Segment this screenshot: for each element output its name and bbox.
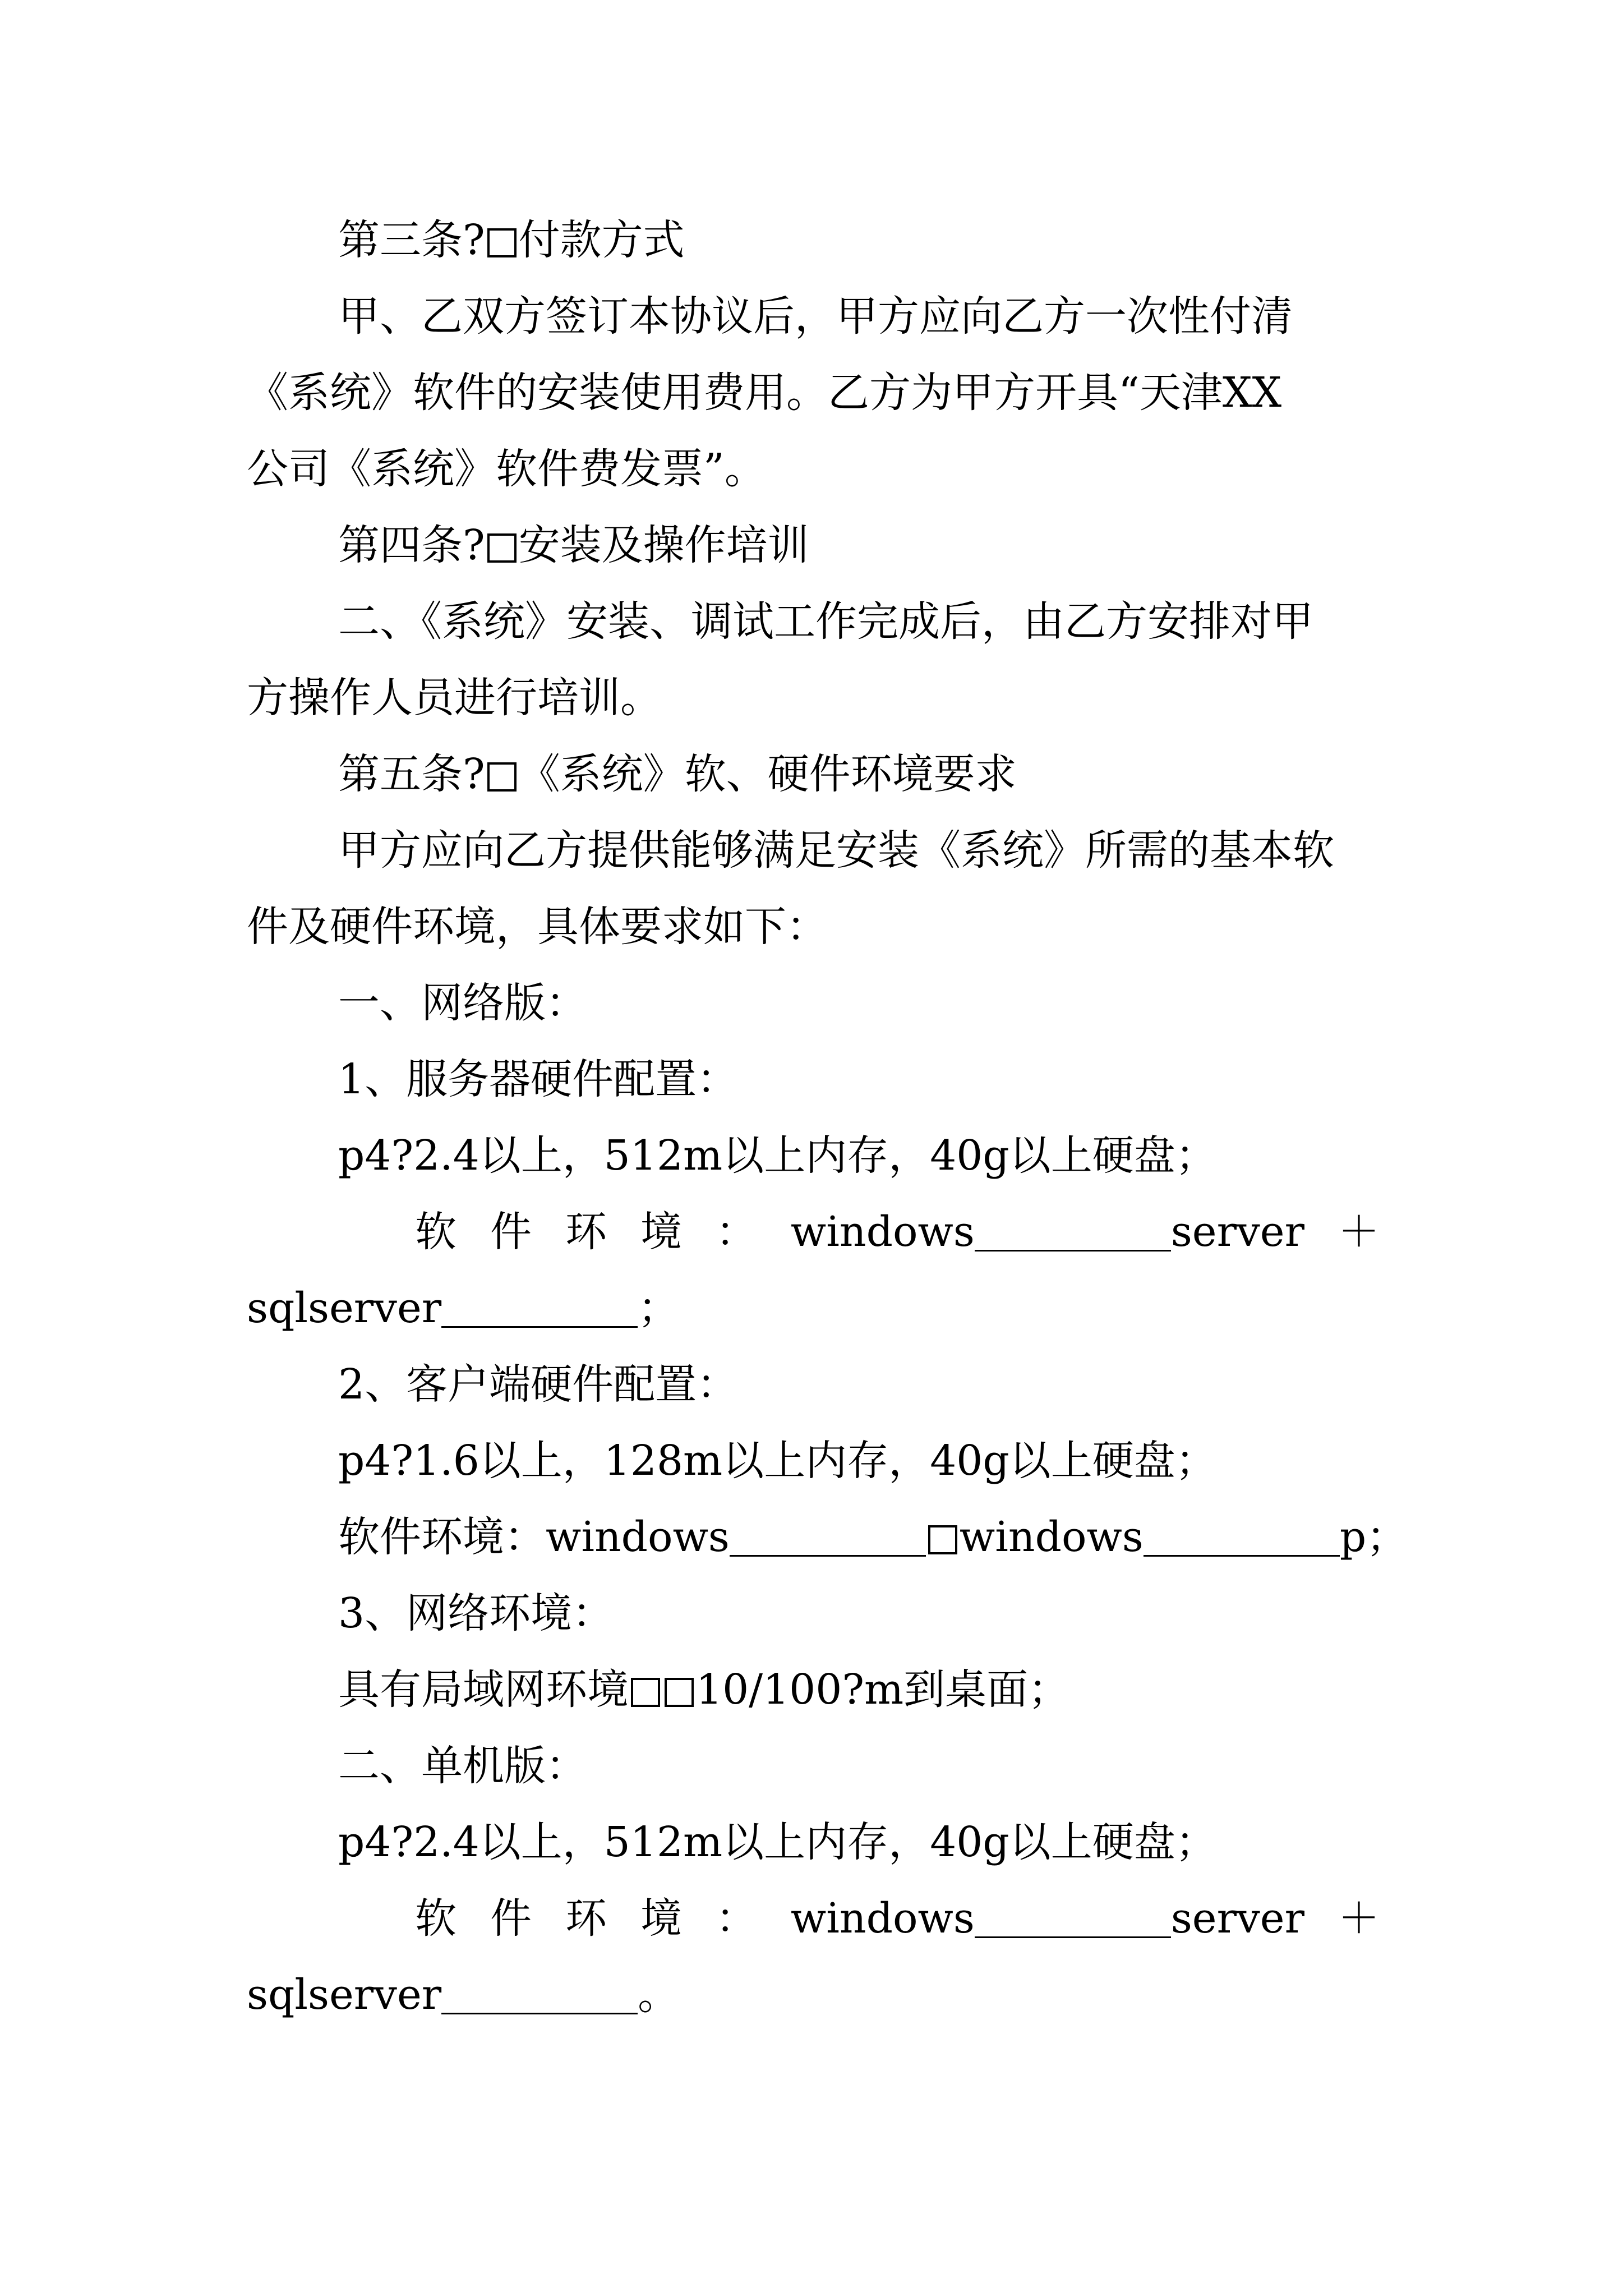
server-software-line bbox=[415, 1204, 1380, 1260]
single-hardware-spec: p4?2.4以上，512m以上内存，40g以上硬盘； bbox=[338, 1818, 1217, 1866]
label-char: ： bbox=[715, 1208, 757, 1256]
para-training-line2: 方操作人员进行培训。 bbox=[247, 674, 662, 722]
article-3-title bbox=[338, 212, 685, 268]
label-char: 境 bbox=[640, 1208, 682, 1256]
para-training-line1: 二、《系统》安装、调试工作完成后，由乙方安排对甲 bbox=[338, 597, 1313, 646]
network-version-heading: 一、网络版： bbox=[338, 979, 587, 1027]
para-payment-line1: 甲、乙双方签订本协议后，甲方应向乙方一次性付清 bbox=[338, 292, 1293, 341]
article-3-number: 第三条? bbox=[338, 216, 485, 264]
para-payment-line3: 公司《系统》软件费发票”。 bbox=[247, 445, 766, 493]
network-env-heading: 3、网络环境： bbox=[338, 1589, 614, 1637]
client-hardware-spec: p4?1.6以上，128m以上内存，40g以上硬盘； bbox=[338, 1437, 1217, 1485]
para-payment-line2: 《系统》软件的安装使用费用。乙方为甲方开具“天津XX bbox=[247, 369, 1282, 417]
label-char: 境 bbox=[640, 1894, 682, 1943]
sqlserver-line: sqlserver ； bbox=[247, 1284, 680, 1332]
article-4-heading: 安装及操作培训 bbox=[518, 521, 809, 569]
placeholder-box bbox=[487, 228, 517, 257]
blank-underline bbox=[975, 1216, 1171, 1251]
article-5-number: 第五条? bbox=[338, 750, 485, 798]
windows-server-text: windows server bbox=[790, 1894, 1304, 1943]
article-4-title bbox=[338, 517, 809, 573]
article-5-heading: 《系统》软、硬件环境要求 bbox=[518, 750, 1017, 798]
blank-underline bbox=[1144, 1521, 1340, 1557]
para-env-line2: 件及硬件环境，具体要求如下： bbox=[247, 903, 828, 951]
label-char: ： bbox=[715, 1894, 757, 1943]
client-software-line: 软件环境：windows windows p； bbox=[338, 1513, 1408, 1561]
label-char: 件 bbox=[490, 1208, 532, 1256]
label-char: 环 bbox=[565, 1208, 607, 1256]
placeholder-box bbox=[665, 1678, 694, 1707]
blank-underline bbox=[441, 1979, 638, 2014]
para-env-line1: 甲方应向乙方提供能够满足安装《系统》所需的基本软 bbox=[338, 826, 1334, 875]
label-char: 软 bbox=[415, 1208, 457, 1256]
label-char: 环 bbox=[565, 1894, 607, 1943]
placeholder-box bbox=[928, 1525, 957, 1554]
plus-sign: ＋ bbox=[1338, 1208, 1380, 1256]
plus-sign: ＋ bbox=[1338, 1894, 1380, 1943]
sqlserver-line-final: sqlserver 。 bbox=[247, 1971, 680, 2019]
blank-underline bbox=[975, 1903, 1171, 1938]
windows-server-text: windows server bbox=[790, 1208, 1304, 1256]
article-3-heading: 付款方式 bbox=[518, 216, 685, 264]
placeholder-box bbox=[631, 1678, 660, 1707]
single-software-line bbox=[415, 1890, 1380, 1947]
blank-underline bbox=[730, 1521, 926, 1557]
blank-underline bbox=[441, 1292, 638, 1328]
single-version-heading: 二、单机版： bbox=[338, 1742, 587, 1790]
article-4-number: 第四条? bbox=[338, 521, 485, 569]
server-hardware-heading: 1、服务器硬件配置： bbox=[338, 1055, 739, 1103]
label-char: 件 bbox=[490, 1894, 532, 1943]
label-char: 软 bbox=[415, 1894, 457, 1943]
server-hardware-spec: p4?2.4以上，512m以上内存，40g以上硬盘； bbox=[338, 1131, 1217, 1180]
lan-requirement: 具有局域网环境 10/100?m到桌面； bbox=[338, 1665, 1070, 1714]
placeholder-box bbox=[487, 762, 517, 792]
placeholder-box bbox=[487, 533, 517, 563]
article-5-title bbox=[338, 746, 1017, 802]
client-hardware-heading: 2、客户端硬件配置： bbox=[338, 1360, 739, 1409]
